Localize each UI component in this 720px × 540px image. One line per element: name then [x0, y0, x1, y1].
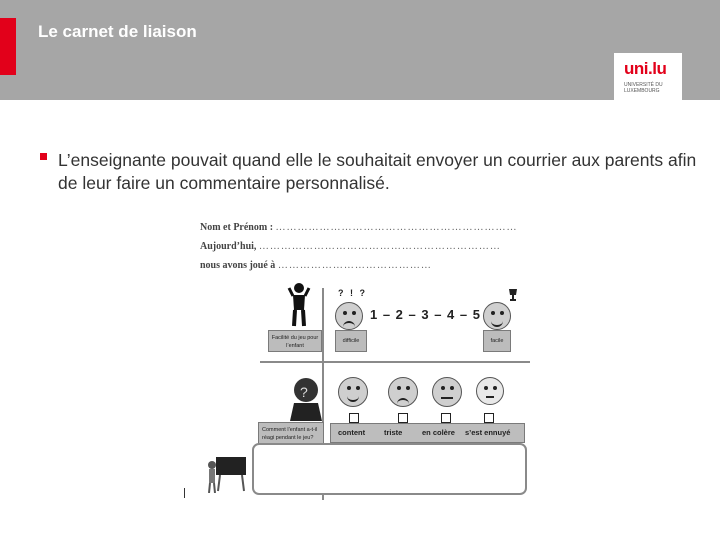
- form-name-dots: …………………………………………………………: [275, 222, 518, 233]
- logo-text: uni.lu: [624, 59, 667, 78]
- accent-bar: [0, 18, 16, 75]
- form-game-label: nous avons joué à: [200, 260, 276, 271]
- form-game-dots: ……………………………………: [277, 260, 432, 271]
- checkbox-content[interactable]: [349, 413, 359, 423]
- svg-text:?: ?: [300, 384, 308, 400]
- facile-box: facile: [483, 330, 511, 352]
- bullet-square-icon: [40, 153, 47, 160]
- bored-face-icon: [476, 377, 504, 405]
- left-marker: [184, 488, 185, 498]
- teacher-board-icon: [206, 453, 250, 493]
- form-date-dots: …………………………………………………………: [258, 241, 501, 252]
- emotion-label-colere: en colère: [422, 428, 455, 437]
- angry-face-icon: [432, 377, 462, 407]
- happy-face-icon: [338, 377, 368, 407]
- slide-header: [0, 0, 720, 100]
- page-title: Le carnet de liaison: [38, 22, 197, 41]
- university-logo: [614, 53, 682, 101]
- emotion-label-ennuye: s’est ennuyé: [465, 428, 511, 437]
- question-marks: ? ! ?: [338, 288, 367, 298]
- checkbox-colere[interactable]: [441, 413, 451, 423]
- bullet-text: L’enseignante pouvait quand elle le souhaitait envoyer un courrier aux parents afin de leur faire un commentaire personnalisé.: [58, 150, 697, 193]
- thinking-person-icon: [286, 282, 312, 328]
- logo-subtext: UNIVERSITÉ DU LUXEMBOURG: [624, 82, 663, 94]
- trophy-icon: [505, 288, 521, 302]
- form-date-label: Aujourd’hui,: [200, 241, 257, 252]
- difficile-box: difficile: [335, 330, 367, 352]
- comment-box: [252, 443, 527, 495]
- emotion-label-triste: triste: [384, 428, 403, 437]
- checkbox-ennuye[interactable]: [484, 413, 494, 423]
- thinking-face-icon: [286, 375, 326, 421]
- difficulty-scale: 1 – 2 – 3 – 4 – 5: [370, 307, 481, 322]
- form-name-label: Nom et Prénom :: [200, 222, 274, 233]
- form-game-line: [200, 260, 432, 271]
- checkbox-triste[interactable]: [398, 413, 408, 423]
- form-date-line: [200, 241, 501, 252]
- form-name-line: [200, 222, 518, 233]
- question-box: Comment l’enfant a-t-il réagi pendant le jeu?: [258, 422, 324, 446]
- difficult-face-icon: [335, 302, 363, 330]
- emotion-label-content: content: [338, 428, 366, 437]
- liaison-form-image: [180, 210, 540, 500]
- crying-face-icon: [388, 377, 418, 407]
- facilite-box: Facilité du jeu pour l’enfant: [268, 330, 322, 352]
- horizontal-divider: [260, 361, 530, 363]
- easy-face-icon: [483, 302, 511, 330]
